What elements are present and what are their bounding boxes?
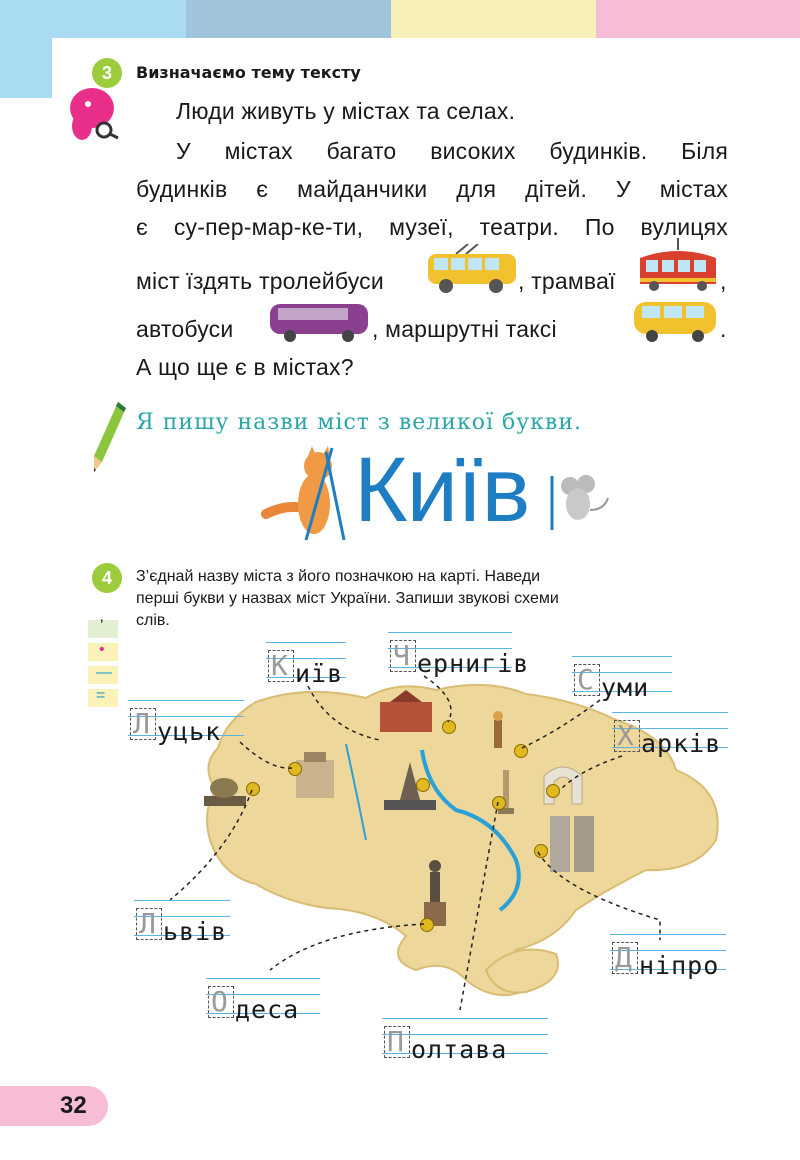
- city-lviv[interactable]: [136, 908, 227, 944]
- city-poltava[interactable]: [384, 1026, 507, 1062]
- city-odesa[interactable]: [208, 986, 299, 1022]
- example-city-word: Київ: [354, 439, 530, 541]
- first-letter-kharkiv[interactable]: [614, 720, 640, 752]
- first-letter-chernihiv[interactable]: [390, 640, 416, 672]
- rest-dnipro: ніпро: [639, 951, 720, 980]
- city-dnipro[interactable]: [612, 942, 719, 978]
- page-number-tab: [0, 1086, 108, 1126]
- text-line-5c: ,: [720, 268, 727, 294]
- rest-lviv: ьвів: [163, 917, 228, 946]
- text-line-6c: .: [720, 316, 727, 342]
- first-letter-lviv[interactable]: [136, 908, 162, 940]
- rest-odesa: деса: [235, 995, 300, 1024]
- rest-sumy: уми: [601, 673, 650, 702]
- text-line-5b: , трамваї: [518, 268, 616, 294]
- rest-chernihiv: ернигів: [417, 649, 530, 678]
- first-letter-odesa[interactable]: [208, 986, 234, 1018]
- first-letter-sumy[interactable]: [574, 664, 600, 696]
- text-line-3-span: будинків є майданчики для дітей. У містах: [136, 176, 728, 202]
- text-line-4-span: є су-пер-мар-ке-ти, музеї, театри. По вулицях: [136, 214, 728, 240]
- rest-poltava: олтава: [411, 1035, 508, 1064]
- rest-kharkiv: арків: [641, 729, 722, 758]
- text-line-7: А що ще є в містах?: [136, 354, 354, 380]
- text-line-6a: автобуси: [136, 316, 234, 342]
- city-lutsk[interactable]: [130, 708, 221, 744]
- city-sumy[interactable]: [574, 664, 649, 700]
- legend-line-symbol: —: [96, 664, 112, 681]
- text-line-5a: міст їздять тролейбуси: [136, 268, 384, 294]
- text-line-6b: , маршрутні таксі: [372, 316, 557, 342]
- city-kyiv[interactable]: [268, 650, 343, 686]
- city-kharkiv[interactable]: [614, 720, 721, 756]
- first-letter-poltava[interactable]: [384, 1026, 410, 1058]
- first-letter-dnipro[interactable]: [612, 942, 638, 974]
- page-number: 32: [60, 1092, 87, 1119]
- task-line-3: слів.: [136, 612, 170, 629]
- section-title: Визначаємо тему тексту: [136, 63, 361, 82]
- task-line-1: З’єднай назву міста з його позначкою на карті. Наведи: [136, 568, 541, 585]
- exercise-number-4: 4: [92, 563, 122, 593]
- exercise-number-3: 3: [92, 58, 122, 88]
- first-letter-kyiv[interactable]: [268, 650, 294, 682]
- rule-text: Я пишу назви міст з великої букви.: [136, 410, 582, 435]
- rest-kyiv: иїв: [295, 659, 344, 688]
- legend-dot-symbol: •: [99, 641, 105, 658]
- text-line-1: Люди живуть у містах та селах.: [176, 98, 516, 124]
- task-line-2: перші букви у назвах міст України. Запиши звукові схеми: [136, 590, 559, 607]
- first-letter-lutsk[interactable]: [130, 708, 156, 740]
- rest-lutsk: уцьк: [157, 717, 222, 746]
- legend-apostrophe-symbol: ʼ: [100, 618, 104, 635]
- text-line-2-span: У містах багато високих будинків. Біля: [176, 138, 728, 164]
- legend-double-line-symbol: =: [96, 687, 106, 704]
- city-chernihiv[interactable]: [390, 640, 529, 676]
